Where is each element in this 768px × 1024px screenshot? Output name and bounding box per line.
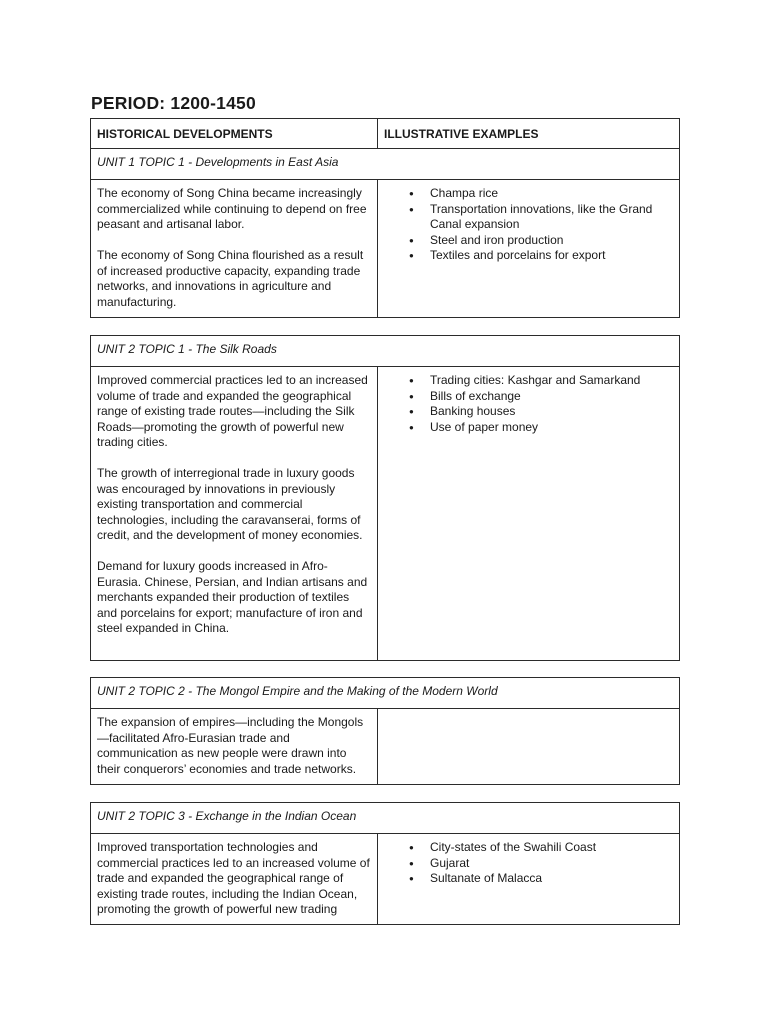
development-paragraph: The growth of interregional trade in luxury goods was encouraged by innovations in previously existing transportation and commercial technologies, including the caravanserai, forms of credit, and the development of money economies. xyxy=(97,466,363,542)
development-paragraph: Demand for luxury goods increased in Afro-Eurasia. Chinese, Persian, and Indian artisans and merchants expanded their production of textiles and porcelains for export; manufacture of iron and steel expanded in China. xyxy=(97,559,368,635)
example-item: ● Sultanate of Malacca xyxy=(409,871,673,887)
example-item: ● Gujarat xyxy=(409,856,673,872)
topic-heading xyxy=(91,678,680,709)
topic-unit: UNIT 1 TOPIC 1 xyxy=(97,155,185,169)
topic-title: - Exchange in the Indian Ocean xyxy=(184,809,357,823)
example-item: ● Steel and iron production xyxy=(409,233,673,249)
illustrative-examples-cell xyxy=(378,367,680,661)
column-header-historical-developments: HISTORICAL DEVELOPMENTS xyxy=(91,119,378,149)
topic-unit: UNIT 2 TOPIC 2 xyxy=(97,684,185,698)
topic-title: - The Silk Roads xyxy=(184,342,277,356)
example-item: ● Textiles and porcelains for export xyxy=(409,248,673,264)
topic-row xyxy=(91,149,680,180)
topic-unit: UNIT 2 TOPIC 1 xyxy=(97,342,185,356)
development-paragraph: The economy of Song China became increasingly commercialized while continuing to depend on free peasant and artisanal labor. xyxy=(97,186,367,231)
topic-table-1 xyxy=(90,118,680,318)
example-item: ● Trading cities: Kashgar and Samarkand xyxy=(409,373,673,389)
content-row xyxy=(91,709,680,785)
topic-row xyxy=(91,803,680,834)
illustrative-examples-cell xyxy=(378,709,680,785)
example-item: ● Transportation innovations, like the Grand Canal expansion xyxy=(409,202,673,233)
topic-row xyxy=(91,336,680,367)
historical-developments-cell xyxy=(91,834,378,925)
example-item: ● Use of paper money xyxy=(409,420,673,436)
illustrative-examples-cell xyxy=(378,180,680,318)
topic-heading xyxy=(91,149,680,180)
topic-table-2 xyxy=(90,335,680,661)
column-header-illustrative-examples: ILLUSTRATIVE EXAMPLES xyxy=(378,119,680,149)
historical-developments-cell xyxy=(91,180,378,318)
development-paragraph: The expansion of empires—including the Mongols—facilitated Afro-Eurasian trade and communication as new people were drawn into their conquerors’ economies and trade networks. xyxy=(97,715,364,776)
development-paragraph: Improved commercial practices led to an increased volume of trade and expanded the geographical range of existing trade routes—including the Silk Roads—promoting the growth of powerful new trading cities. xyxy=(97,373,368,449)
example-item: ● Champa rice xyxy=(409,186,673,202)
example-item: ● City-states of the Swahili Coast xyxy=(409,840,673,856)
examples-list xyxy=(409,186,673,264)
content-row xyxy=(91,180,680,318)
development-paragraph: The economy of Song China flourished as a result of increased productive capacity, expanding trade networks, and innovations in agriculture and manufacturing. xyxy=(97,248,364,309)
content-row xyxy=(91,834,680,925)
examples-list xyxy=(409,840,673,887)
development-paragraph: Improved transportation technologies and commercial practices led to an increased volume of trade and expanded the geographical range of existing trade routes, including the Indian Ocean, promoting the growth of powerful new trading xyxy=(97,840,370,916)
topic-unit: UNIT 2 TOPIC 3 xyxy=(97,809,185,823)
topic-title: - Developments in East Asia xyxy=(184,155,339,169)
topic-heading xyxy=(91,803,680,834)
illustrative-examples-cell xyxy=(378,834,680,925)
example-item: ● Bills of exchange xyxy=(409,389,673,405)
examples-list xyxy=(409,373,673,435)
topic-table-4 xyxy=(90,802,680,925)
topic-table-3 xyxy=(90,677,680,785)
page-title: PERIOD: 1200-1450 xyxy=(91,93,256,113)
topic-title: - The Mongol Empire and the Making of the Modern World xyxy=(184,684,498,698)
topic-row xyxy=(91,678,680,709)
topic-heading xyxy=(91,336,680,367)
historical-developments-cell xyxy=(91,367,378,661)
historical-developments-cell xyxy=(91,709,378,785)
example-item: ● Banking houses xyxy=(409,404,673,420)
column-header-row xyxy=(91,119,680,149)
content-row xyxy=(91,367,680,661)
